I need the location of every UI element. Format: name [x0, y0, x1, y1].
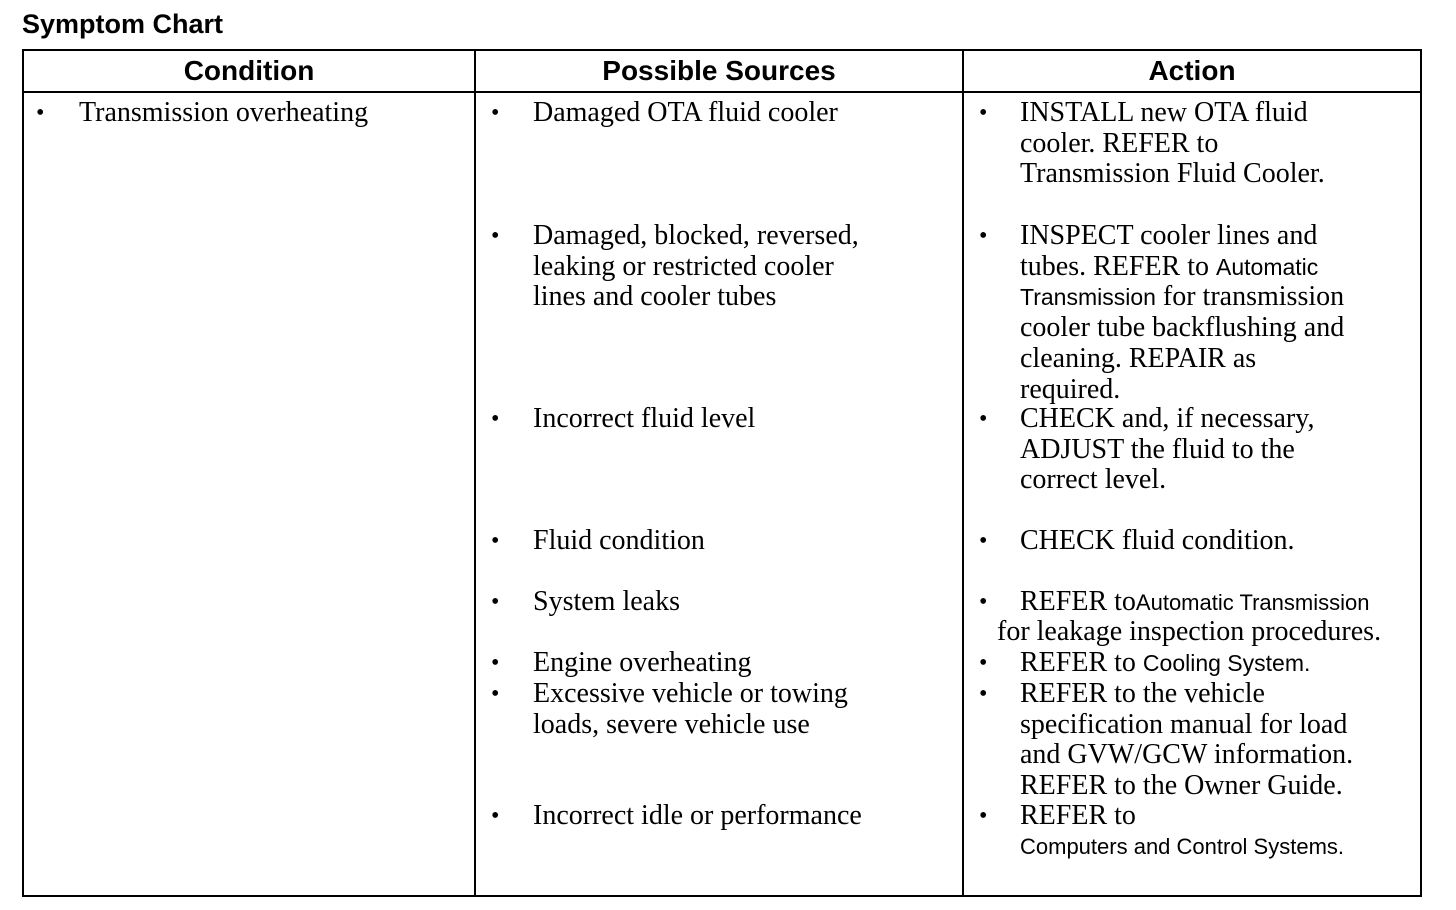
possible-source-item: [533, 404, 755, 435]
possible-source-item: [533, 801, 862, 832]
manual-section-reference: Computers and Control Systems.: [1020, 833, 1345, 859]
action-item: [1020, 801, 1344, 862]
bullet: •: [491, 100, 500, 126]
possible-source-line: Incorrect idle or performance: [533, 800, 862, 831]
bullet: •: [979, 223, 988, 249]
possible-source-line: Engine overheating: [533, 647, 752, 678]
bullet: •: [979, 681, 988, 707]
action-line: REFER to the Owner Guide.: [1020, 770, 1343, 802]
page-title: Symptom Chart: [22, 9, 224, 39]
action-item: [1020, 648, 1310, 679]
action-line: REFER to the vehicle: [1020, 678, 1265, 709]
action-line: cooler tube backflushing and: [1020, 312, 1345, 344]
possible-source-item: [533, 587, 680, 618]
bullet: •: [979, 803, 988, 829]
possible-source-line: Fluid condition: [533, 525, 705, 556]
bullet: •: [979, 650, 988, 676]
action-text: REFER to: [1020, 586, 1136, 617]
action-item: [1020, 404, 1314, 496]
possible-source-item: [533, 648, 751, 679]
possible-source-line: leaking or restricted cooler: [533, 250, 834, 282]
action-line: CHECK and, if necessary,: [1020, 403, 1315, 434]
action-line: required.: [1020, 373, 1121, 405]
condition-text: Transmission overheating: [79, 97, 369, 128]
manual-section-reference: Automatic Transmission: [1135, 590, 1370, 615]
action-item: [1020, 98, 1325, 190]
bullet: •: [491, 681, 500, 707]
action-text: for: [997, 616, 1030, 647]
action-line: [1020, 648, 1310, 679]
manual-section-reference: Transmission: [1020, 284, 1156, 311]
header-divider: [22, 91, 1422, 93]
action-line: ADJUST the fluid to the: [1020, 433, 1295, 465]
action-line: [1020, 282, 1344, 313]
possible-source-line: Damaged, blocked, reversed,: [533, 220, 859, 251]
bullet: •: [979, 528, 988, 554]
header-condition: Condition: [183, 55, 315, 86]
bullet: •: [979, 100, 988, 126]
possible-source-line: Damaged OTA fluid cooler: [533, 97, 838, 128]
action-item: [1020, 587, 1369, 619]
action-line: [1020, 587, 1369, 619]
column-divider: [474, 49, 476, 897]
action-item: [1020, 526, 1295, 557]
action-line: [997, 617, 1381, 648]
action-line: specification manual for load: [1020, 708, 1348, 740]
possible-source-item: [533, 98, 838, 129]
possible-source-item: [533, 526, 705, 557]
bullet: •: [979, 406, 988, 432]
header-possible-sources: Possible Sources: [602, 55, 836, 86]
action-text: tubes. REFER to: [1020, 250, 1217, 282]
action-text: for transmission: [1155, 281, 1345, 313]
possible-source-line: loads, severe vehicle use: [533, 708, 810, 740]
manual-section-reference: Automatic: [1216, 253, 1319, 280]
bullet: •: [491, 589, 500, 615]
action-item: [1020, 221, 1344, 405]
column-divider: [962, 49, 964, 897]
action-line: cleaning. REPAIR as: [1020, 342, 1257, 374]
action-line: cooler. REFER to: [1020, 127, 1219, 159]
action-line: CHECK fluid condition.: [1020, 525, 1295, 556]
bullet: •: [36, 100, 45, 126]
possible-source-line: System leaks: [533, 586, 680, 617]
action-text: leakage inspection procedures.: [1029, 616, 1382, 647]
bullet: •: [491, 528, 500, 554]
bullet: •: [491, 650, 500, 676]
possible-source-line: Excessive vehicle or towing: [533, 678, 848, 709]
action-line: REFER to: [1020, 800, 1136, 831]
possible-source-line: lines and cooler tubes: [533, 281, 777, 313]
possible-source-line: Incorrect fluid level: [533, 403, 756, 434]
action-line: INSTALL new OTA fluid: [1020, 97, 1308, 128]
bullet: •: [491, 803, 500, 829]
action-line: INSPECT cooler lines and: [1020, 220, 1318, 251]
action-line: correct level.: [1020, 464, 1167, 496]
bullet: •: [491, 223, 500, 249]
action-line: and GVW/GCW information.: [1020, 739, 1354, 771]
possible-source-item: [533, 679, 848, 740]
possible-source-item: [533, 221, 859, 313]
action-text: REFER to: [1020, 647, 1143, 678]
manual-section-reference: Cooling System.: [1142, 650, 1311, 676]
action-line: Transmission Fluid Cooler.: [1020, 158, 1325, 190]
action-line: [1020, 252, 1344, 283]
action-item: [1020, 679, 1353, 802]
bullet: •: [979, 589, 988, 615]
header-action: Action: [1148, 55, 1236, 86]
bullet: •: [491, 406, 500, 432]
